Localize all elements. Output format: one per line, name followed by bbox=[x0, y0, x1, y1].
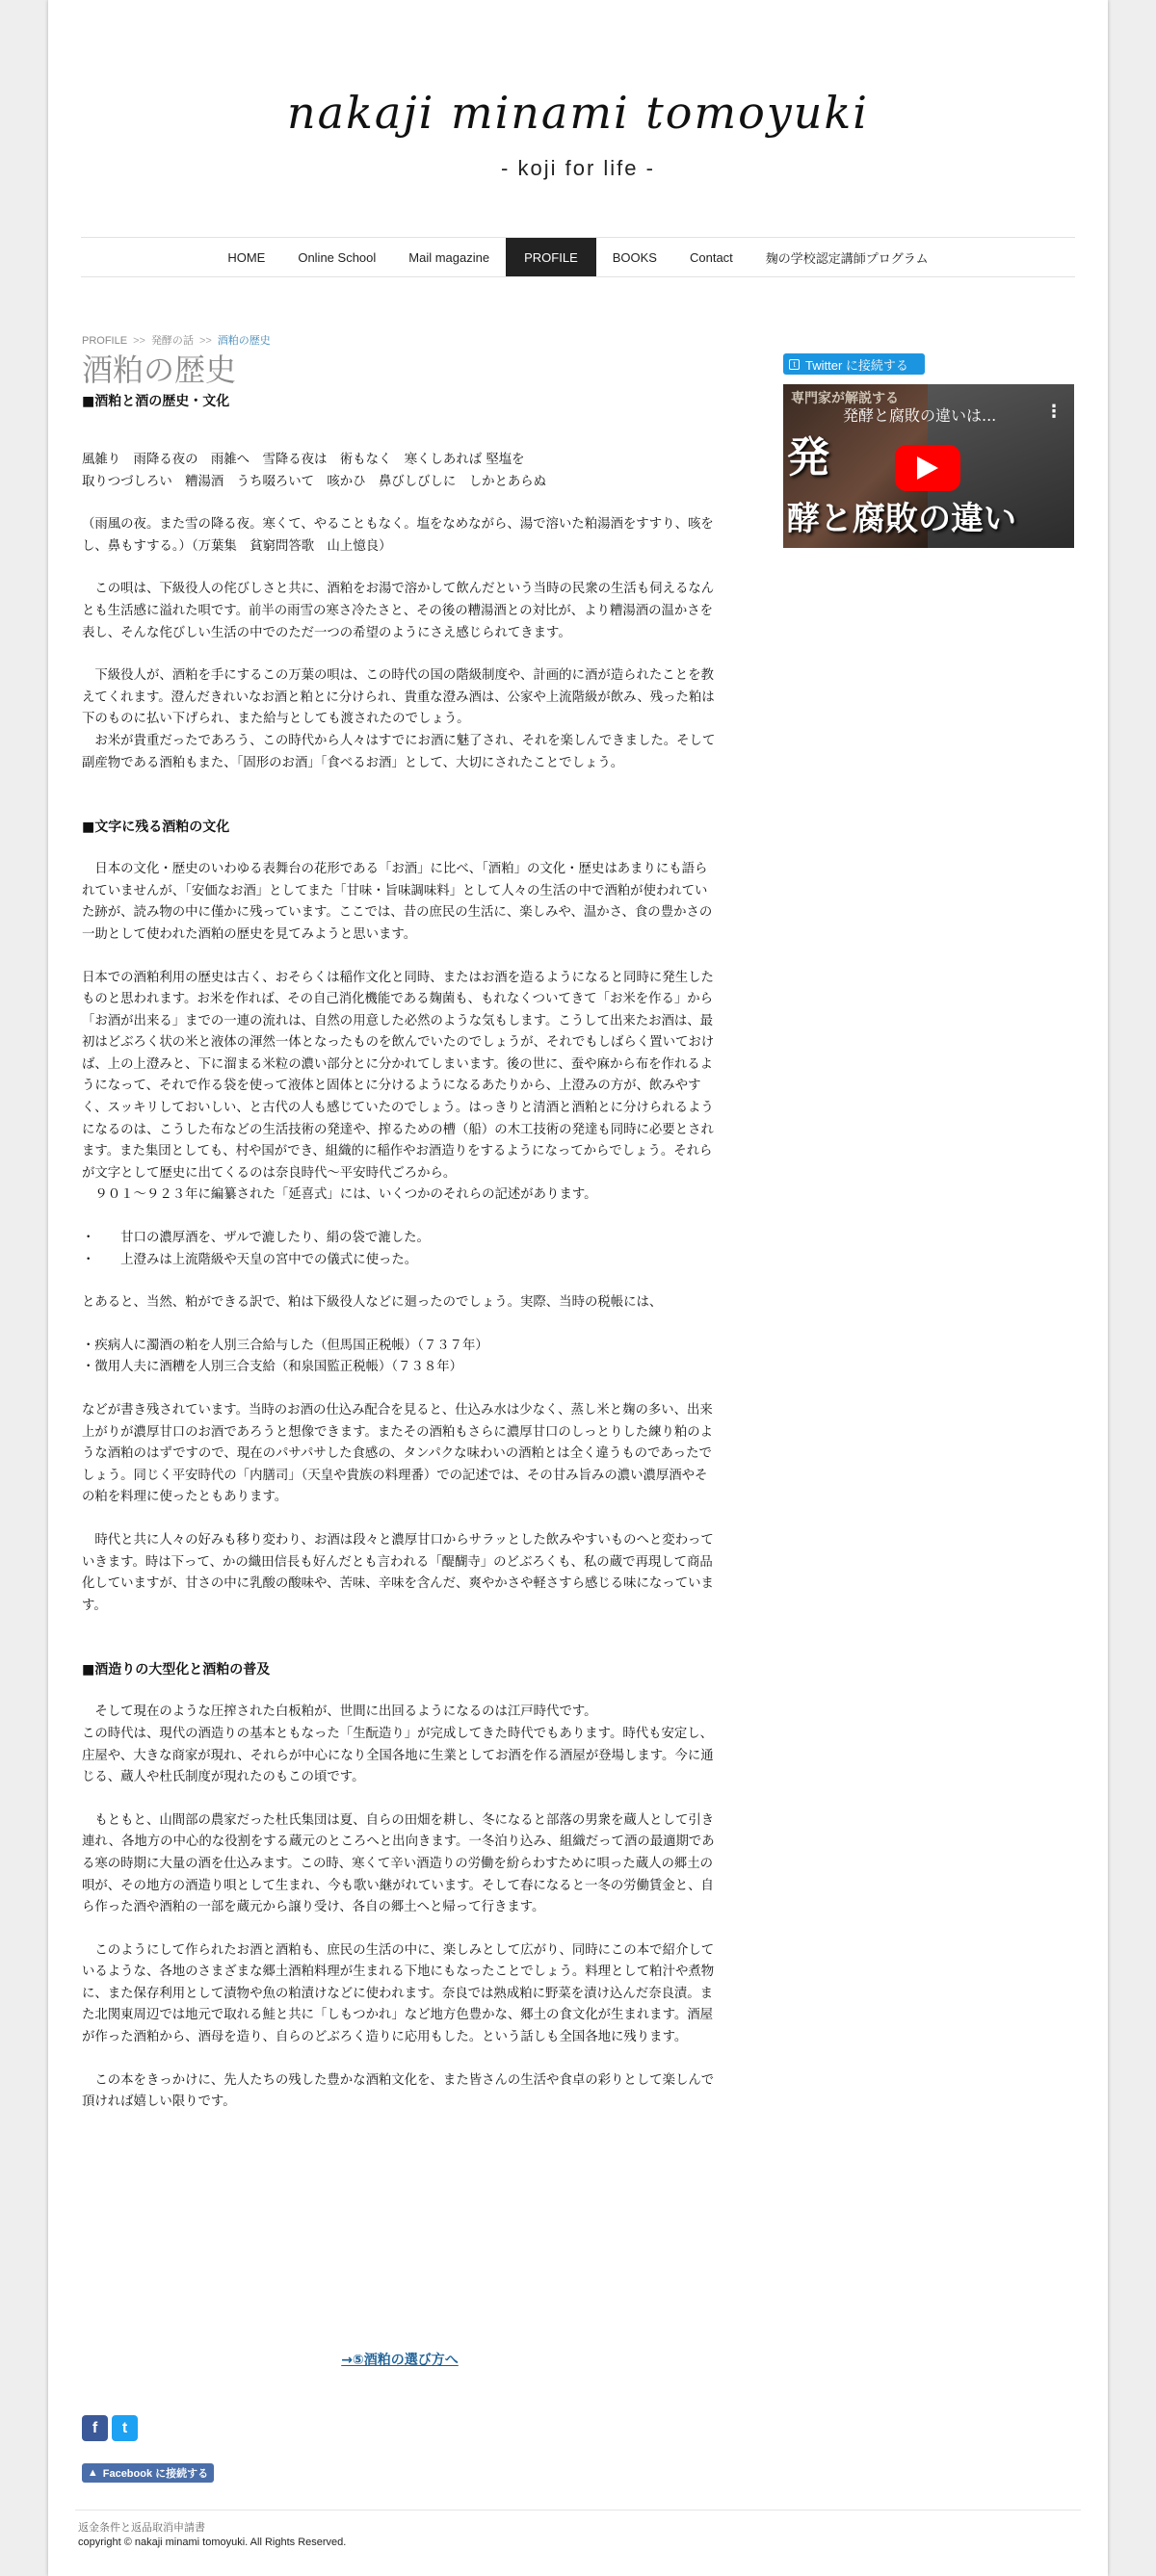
site-tagline: - koji for life - bbox=[501, 156, 655, 180]
paragraph: このようにして作られたお酒と酒粕も、庶民の生活の中に、楽しみとして広がり、同時にこの本で紹介しているような、各地のさまざまな郷土酒粕料理が生まれる下地にもなったことでしょう。料理として粕汁や煮物に、また保存利用として漬物や魚の粕漬けなどに使われます。奈良では熟成粕に野菜を漬け込んだ奈良漬。また北関東周辺では地元で取れる鮭と共に「しもつかれ」など地方色豊かな、郷土の食文化が生まれます。酒屋が作った酒粕から、酒母を造り、自らのどぶろく造りに応用もした。という話しも全国各地に残ります。 bbox=[82, 1942, 715, 2045]
youtube-video-embed[interactable] bbox=[783, 384, 1074, 548]
breadcrumb bbox=[82, 332, 718, 348]
facebook-connect-button[interactable] bbox=[82, 2463, 214, 2483]
paragraph: そして現在のような圧搾された白板粕が、世間に出回るようになるのは江戸時代です。 bbox=[82, 1704, 597, 1720]
facebook-connect-label: Facebook に接続する bbox=[102, 2468, 209, 2480]
breadcrumb-separator: >> bbox=[198, 335, 212, 347]
poem-line: 取りつづしろい 糟湯酒 うち啜ろいて 咳かひ 鼻びしびしに しかとあらぬ bbox=[82, 474, 547, 489]
section-heading: ■酒造りの大型化と酒粕の普及 bbox=[82, 1662, 271, 1678]
twitter-connect-label: Twitter に接続する bbox=[805, 357, 908, 373]
thumbs-up-icon: ▲ bbox=[87, 2467, 98, 2479]
breadcrumb-current: 酒粕の歴史 bbox=[217, 335, 271, 347]
main-content bbox=[82, 332, 718, 2114]
poem-translation: （雨風の夜。また雪の降る夜。寒くて、やることもなく。塩をなめながら、湯で溶いた粕湯酒をすすり、咳をし、鼻もすする。）（万葉集 貧窮問答歌 山上憶良） bbox=[82, 517, 714, 554]
main-nav bbox=[81, 237, 1075, 277]
paragraph: 下級役人が、酒粕を手にするこの万葉の唄は、この時代の国の階級制度や、計画的に酒が造られたことを教えてくれます。澄んだきれいなお酒と粕とに分けられ、貴重な澄み酒は、公家や上流階級が飲み、残った粕は下のものに払い下げられ、また給与としても渡されたのでしょう。 bbox=[82, 668, 715, 727]
article-subtitle: ■酒粕と酒の歴史・文化 bbox=[82, 394, 230, 409]
bullet-item: ・ 上澄みは上流階級や天皇の宮中での儀式に使った。 bbox=[82, 1252, 418, 1267]
site-logo[interactable]: nakaji minami tomoyuki bbox=[287, 87, 869, 139]
article-body bbox=[82, 450, 718, 2114]
paragraph: などが書き残されています。当時のお酒の仕込み配合を見ると、仕込み水は少なく、蒸し米と麹の多い、出来上がりが濃厚甘口のお酒であろうと想像できます。またその酒粕もさらに濃厚甘口のしっとりした練り粕のような酒粕のはずですので、現在のパサパサした食感の、タンパクな味わいの酒粕とは全く違うものであったでしょう。同じく平安時代の「内膳司」（天皇や貴族の料理番）での記述では、その甘み旨みの濃い濃厚酒やその粕を料理に使ったともあります。 bbox=[82, 1403, 714, 1505]
footer-divider bbox=[75, 2510, 1081, 2511]
paragraph: この時代は、現代の酒造りの基本ともなった「生酛造り」が完成してきた時代でもあります。時代も安定し、庄屋や、大きな商家が現れ、それらが中心になり全国各地に生業としてお酒を作る酒屋が登場します。今に通じる、蔵人や杜氏制度が現れたのもこの頃です。 bbox=[82, 1726, 714, 1785]
nav-contact[interactable]: Contact bbox=[689, 249, 733, 265]
twitter-connect-button[interactable] bbox=[783, 353, 925, 375]
nav-online-school[interactable]: Online School bbox=[298, 249, 377, 265]
nav-mail-magazine[interactable]: Mail magazine bbox=[408, 249, 490, 265]
section-heading: ■文字に残る酒粕の文化 bbox=[82, 820, 230, 836]
twitter-icon[interactable]: t bbox=[112, 2415, 138, 2441]
breadcrumb-profile[interactable]: PROFILE bbox=[82, 335, 128, 347]
video-thumb-caption: 専門家が解説する bbox=[791, 391, 899, 406]
nav-instructor-program[interactable]: 麹の学校認定講師プログラム bbox=[765, 250, 929, 266]
tax-record-item: ・疾病人に濁酒の粕を人別三合給与した（但馬国正税帳）（７３７年） bbox=[82, 1338, 488, 1353]
video-title[interactable]: 発酵と腐敗の違いは... bbox=[843, 406, 997, 425]
tax-record-item: ・徴用人夫に酒糟を人別三合支給（和泉国監正税帳）（７３８年） bbox=[82, 1360, 463, 1375]
copyright: copyright © nakaji minami tomoyuki. All Rights Reserved. bbox=[78, 2537, 347, 2548]
nav-profile[interactable]: PROFILE bbox=[506, 238, 596, 276]
page-title: 酒粕の歴史 bbox=[82, 351, 237, 388]
bullet-item: ・ 甘口の濃厚酒を、ザルで漉したり、絹の袋で漉した。 bbox=[82, 1231, 430, 1246]
video-thumb-big-text: 発 bbox=[787, 433, 829, 482]
paragraph: お米が貴重だったであろう、この時代から人々はすでにお酒に魅了され、それを楽しんできました。そして副産物である酒粕もまた、「固形のお酒」「食べるお酒」として、大切にされたことでしょう。 bbox=[82, 733, 716, 770]
nav-home[interactable]: HOME bbox=[227, 249, 266, 265]
page bbox=[48, 0, 1108, 2576]
facebook-icon[interactable]: f bbox=[82, 2415, 108, 2441]
poem-line: 風雑り 雨降る夜の 雨雑へ 雪降る夜は 術もなく 寒くしあれば 堅塩を bbox=[82, 453, 525, 467]
nav-books[interactable]: BOOKS bbox=[612, 249, 657, 265]
paragraph: とあると、当然、粕ができる訳で、粕は下級役人などに廻ったのでしょう。実際、当時の税帳には、 bbox=[82, 1295, 663, 1311]
twitter-icon: t bbox=[789, 359, 800, 370]
paragraph: もともと、山間部の農家だった杜氏集団は夏、自らの田畑を耕し、冬になると部落の男衆を蔵人として引き連れ、各地方の中心的な役割をする蔵元のところへと出向きます。一冬泊り込み、組織だって酒の最適期である寒の時期に大量の酒を仕込みます。この時、寒くて辛い酒造りの労働を紛らわすために唄った蔵人の郷土の唄が、その地方の酒造り唄として生まれ、今も歌い継がれています。そして春になると一冬の労働賃金と、自ら作った酒や酒粕の一部を蔵元から譲り受け、各自の郷土へと帰って行きます。 bbox=[82, 1812, 715, 1915]
video-thumb-big-text: 酵と腐敗の違い bbox=[787, 500, 1016, 538]
paragraph: 時代と共に人々の好みも移り変わり、お酒は段々と濃厚甘口からサラッとした飲みやすいものへと変わっていきます。時は下って、かの織田信長も好んだとも言われる「醍醐寺」のどぶろくも、私の蔵で再現して商品化していますが、甘さの中に乳酸の酸味や、苦味、辛味を含んだ、爽やかさや軽さすら感じる味になっています。 bbox=[82, 1532, 714, 1613]
paragraph: 日本での酒粕利用の歴史は古く、おそらくは稲作文化と同時、またはお酒を造るようになると同時に発生したものと思われます。お米を作れば、その自己消化機能である麹菌も、もれなくついてきて「お米を作る」から「お酒が出来る」までの一連の流れは、自然の用意した必然のような気もします。こうして出来たお酒は、最初はどぶろく状の米と液体の渾然一体となったものを飲んでいたのでしょうが、それでもしばらく置いておけば、上の上澄みと、下に溜まる米粒の濃い部分とに分かれてしまいます。後の世に、蚕や麻から布を作れるようになって、それで作る袋を使って液体と固体とに分けるようになるあたりから、上澄みの方が、飲みやすく、スッキリしておいしい、と古代の人も感じていたのでしょう。はっきりと清酒と酒粕とに分けられるようになるのは、こうした布などの生活技術の発達や、搾るための槽（船）の木工技術の発達も同時に必要とされます。また集団としても、村や国ができ、組織的に稲作やお酒造りをするようになってからでしょう。それらが文字として歴史に出てくるのは奈良時代〜平安時代ごろから。 bbox=[82, 970, 715, 1181]
more-options-icon[interactable]: ⋮ bbox=[1045, 402, 1063, 422]
paragraph: この本をきっかけに、先人たちの残した豊かな酒粕文化を、また皆さんの生活や食卓の彩りとして楽しんで頂ければ嬉しい限りです。 bbox=[82, 2072, 715, 2110]
play-button-icon[interactable] bbox=[895, 445, 960, 491]
social-share bbox=[82, 2415, 138, 2441]
breadcrumb-separator: >> bbox=[133, 335, 145, 347]
paragraph: この唄は、下級役人の侘びしさと共に、酒粕をお湯で溶かして飲んだという当時の民衆の生活も伺えるなんとも生活感に溢れた唄です。前半の雨雪の寒さ冷たさと、その後の糟湯酒との対比が、より糟湯酒の温かさを表し、そんな侘びしい生活の中でのただ一つの希望のようにさえ感じられてきます。 bbox=[82, 582, 715, 640]
next-article-link[interactable]: →⑤酒粕の選び方へ bbox=[341, 2353, 459, 2368]
breadcrumb-fermentation[interactable]: 発酵の話 bbox=[150, 335, 194, 347]
paragraph: ９０１〜９２３年に編纂された「延喜式」には、いくつかのそれらの記述があります。 bbox=[82, 1187, 597, 1203]
refund-policy-link[interactable]: 返金条件と返品取消申請書 bbox=[78, 2522, 205, 2534]
paragraph: 日本の文化・歴史のいわゆる表舞台の花形である「お酒」に比べ、「酒粕」の文化・歴史はあまりにも語られていませんが、「安価なお酒」としてまた「甘味・旨味調味料」として人々の生活の中で酒粕が使われていた跡が、読み物の中に僅かに残っています。ここでは、昔の庶民の生活に、楽しみや、温かさ、食の豊かさの一助として使われた酒粕の歴史を見てみようと思います。 bbox=[82, 862, 713, 942]
